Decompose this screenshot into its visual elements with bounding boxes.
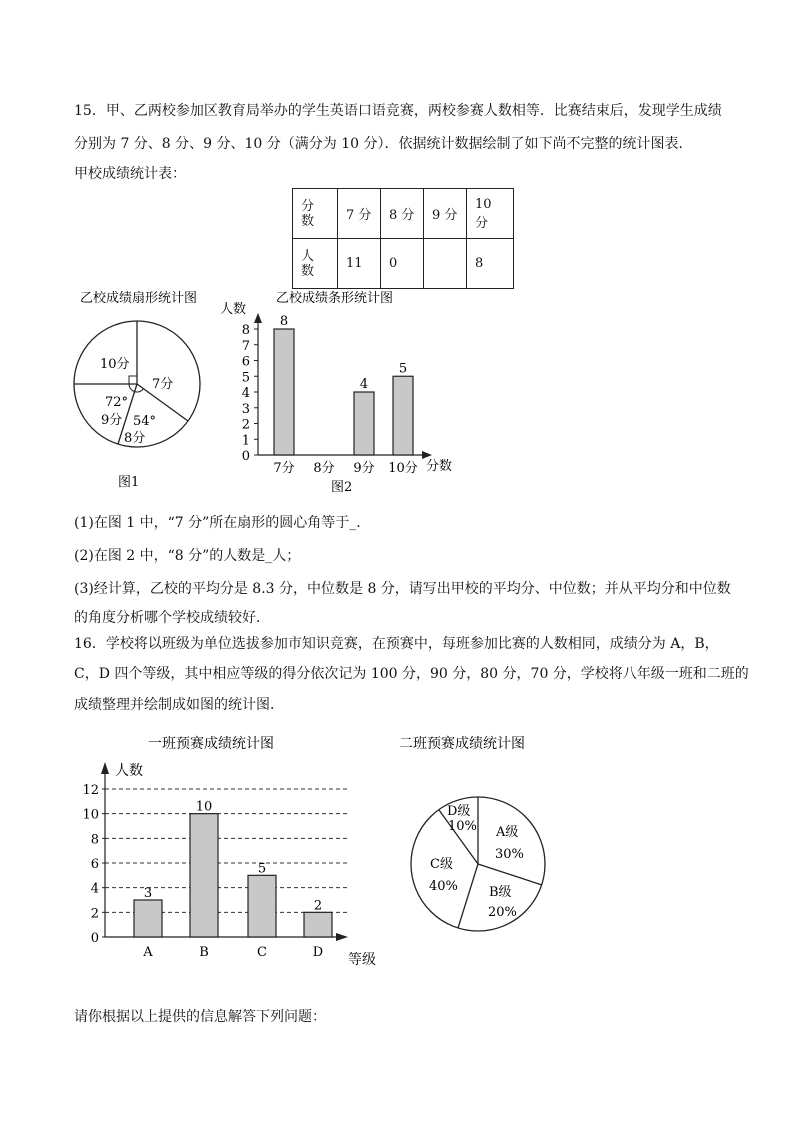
fig1-pie-chart [60, 285, 230, 495]
fig2-xlabel: 分数 [426, 459, 453, 474]
y-tick-label: 2 [90, 906, 99, 922]
y-axis-arrow [101, 762, 109, 774]
fig1-title: 乙校成绩扇形统计图 [80, 291, 198, 306]
table-row [293, 239, 514, 289]
class2-pie-chart [395, 730, 560, 935]
bar [304, 912, 332, 937]
q16-line3: 成绩整理并绘制成如图的统计图． [74, 697, 284, 713]
x-axis-arrow [336, 933, 348, 941]
x-tick-label: 9分 [353, 461, 375, 476]
angle-arc [129, 384, 135, 392]
table-cell: 11 [338, 239, 381, 289]
table-cell: 7 分 [338, 189, 381, 239]
x-tick-label: A [143, 945, 153, 960]
header-char: 数 [301, 213, 315, 229]
y-tick-label: 6 [90, 857, 99, 872]
slice-percent-c: 40% [429, 879, 458, 894]
y-tick-label: 10 [82, 807, 99, 823]
x-tick-label: 8分 [313, 461, 335, 476]
fig2-title: 乙校成绩条形统计图 [276, 291, 394, 306]
y-axis-arrow [254, 313, 262, 323]
q16-line1: 16．学校将以班级为单位选拔参加市知识竞赛，在预赛中，每班参加比赛的人数相同，成绩分为 A，B， [74, 636, 719, 652]
header-char: 人 [301, 248, 315, 264]
table-title: 甲校成绩统计表： [74, 166, 186, 182]
q15-sub3-line1: (3)经计算，乙校的平均分是 8.3 分，中位数是 8 分，请写出甲校的平均分、中位数；并从平均分和中位数 [74, 581, 731, 597]
q16-line2: C，D 四个等级，其中相应等级的得分依次记为 100 分，90 分，80 分，70 分，学校将八年级一班和二班的 [74, 666, 749, 682]
bar [274, 329, 294, 455]
table-cell: 8 分 [381, 189, 424, 239]
y-tick-label: 0 [241, 449, 250, 464]
school-a-score-table [292, 188, 514, 289]
fig2-ylabel: 人数 [220, 302, 247, 317]
class1-xlabel: 等级 [348, 952, 376, 968]
pie-divider [458, 864, 478, 928]
table-cell: 8 [467, 239, 514, 289]
slice-label-b: B级 [489, 885, 512, 900]
right-angle-mark [129, 376, 137, 384]
y-tick-label: 2 [241, 417, 250, 433]
fig2-caption: 图2 [331, 480, 353, 495]
x-tick-label: B [199, 945, 209, 960]
y-tick-label: 7 [241, 338, 250, 354]
table-cell: 9 分 [424, 189, 467, 239]
angle-label-54: 54° [133, 414, 157, 429]
table-header-cell [293, 239, 338, 289]
table-header-cell [293, 189, 338, 239]
slice-label-8: 8分 [124, 431, 146, 446]
bar [134, 900, 162, 937]
x-tick-label: D [312, 945, 324, 960]
y-tick-label: 6 [241, 354, 250, 370]
bar [354, 392, 374, 455]
x-axis-arrow [422, 451, 432, 459]
data-label: 2 [313, 898, 323, 914]
data-label: 10 [195, 799, 213, 815]
data-label: 4 [359, 377, 369, 392]
q15-sub3-line2: 的角度分析哪个学校成绩较好． [74, 610, 270, 626]
y-tick-label: 8 [90, 832, 99, 848]
fig1-caption: 图1 [118, 475, 140, 490]
q15-sub2: (2)在图 2 中，“8 分”的人数是_人； [74, 548, 301, 564]
q16-final-prompt: 请你根据以上提供的信息解答下列问题： [74, 1009, 326, 1025]
q15-sub1: (1)在图 1 中，“7 分”所在扇形的圆心角等于_. [74, 515, 361, 531]
fig2-bar-chart [218, 285, 478, 495]
class2-title: 二班预赛成绩统计图 [399, 736, 525, 752]
data-label: 8 [279, 314, 289, 329]
slice-label-10: 10分 [100, 357, 130, 372]
x-tick-label: C [257, 945, 267, 960]
data-label: 5 [398, 361, 408, 377]
pie-divider [478, 864, 542, 885]
y-tick-label: 8 [241, 323, 250, 338]
bar [248, 875, 276, 937]
slice-label-d: D级 [447, 804, 471, 819]
bar [190, 814, 218, 937]
slice-label-c: C级 [430, 857, 453, 872]
table-cell: 10 分 [467, 189, 514, 239]
slice-percent-d: 10% [448, 819, 477, 834]
angle-label-72: 72° [105, 395, 129, 410]
y-tick-label: 0 [90, 931, 99, 946]
y-tick-label: 5 [241, 370, 250, 386]
table-cell [424, 239, 467, 289]
y-tick-label: 4 [241, 386, 250, 401]
header-char: 分 [301, 198, 315, 214]
table-row [293, 189, 514, 239]
class1-bar-chart [80, 730, 400, 975]
slice-percent-a: 30% [495, 847, 524, 862]
y-tick-label: 1 [241, 433, 250, 449]
slice-label-a: A级 [496, 825, 519, 840]
table-cell: 0 [381, 239, 424, 289]
data-label: 5 [257, 861, 267, 877]
class1-title: 一班预赛成绩统计图 [148, 736, 274, 752]
class1-ylabel: 人数 [115, 763, 143, 779]
x-tick-label: 10分 [388, 461, 418, 476]
data-label: 3 [143, 886, 153, 901]
x-tick-label: 7分 [273, 461, 295, 476]
q15-line2: 分别为 7 分、8 分、9 分、10 分（满分为 10 分）．依据统计数据绘制了如下尚不完整的统计图表． [74, 136, 693, 152]
q15-line1: 15．甲、乙两校参加区教育局举办的学生英语口语竞赛，两校参赛人数相等．比赛结束后，发现学生成绩 [74, 103, 722, 119]
y-tick-label: 12 [82, 783, 99, 798]
slice-percent-b: 20% [488, 905, 517, 920]
y-tick-label: 3 [241, 401, 250, 417]
y-tick-label: 4 [90, 881, 99, 897]
slice-label-7: 7分 [152, 377, 174, 392]
bar [393, 376, 413, 455]
header-char: 数 [301, 263, 315, 279]
slice-label-9: 9分 [101, 413, 123, 428]
